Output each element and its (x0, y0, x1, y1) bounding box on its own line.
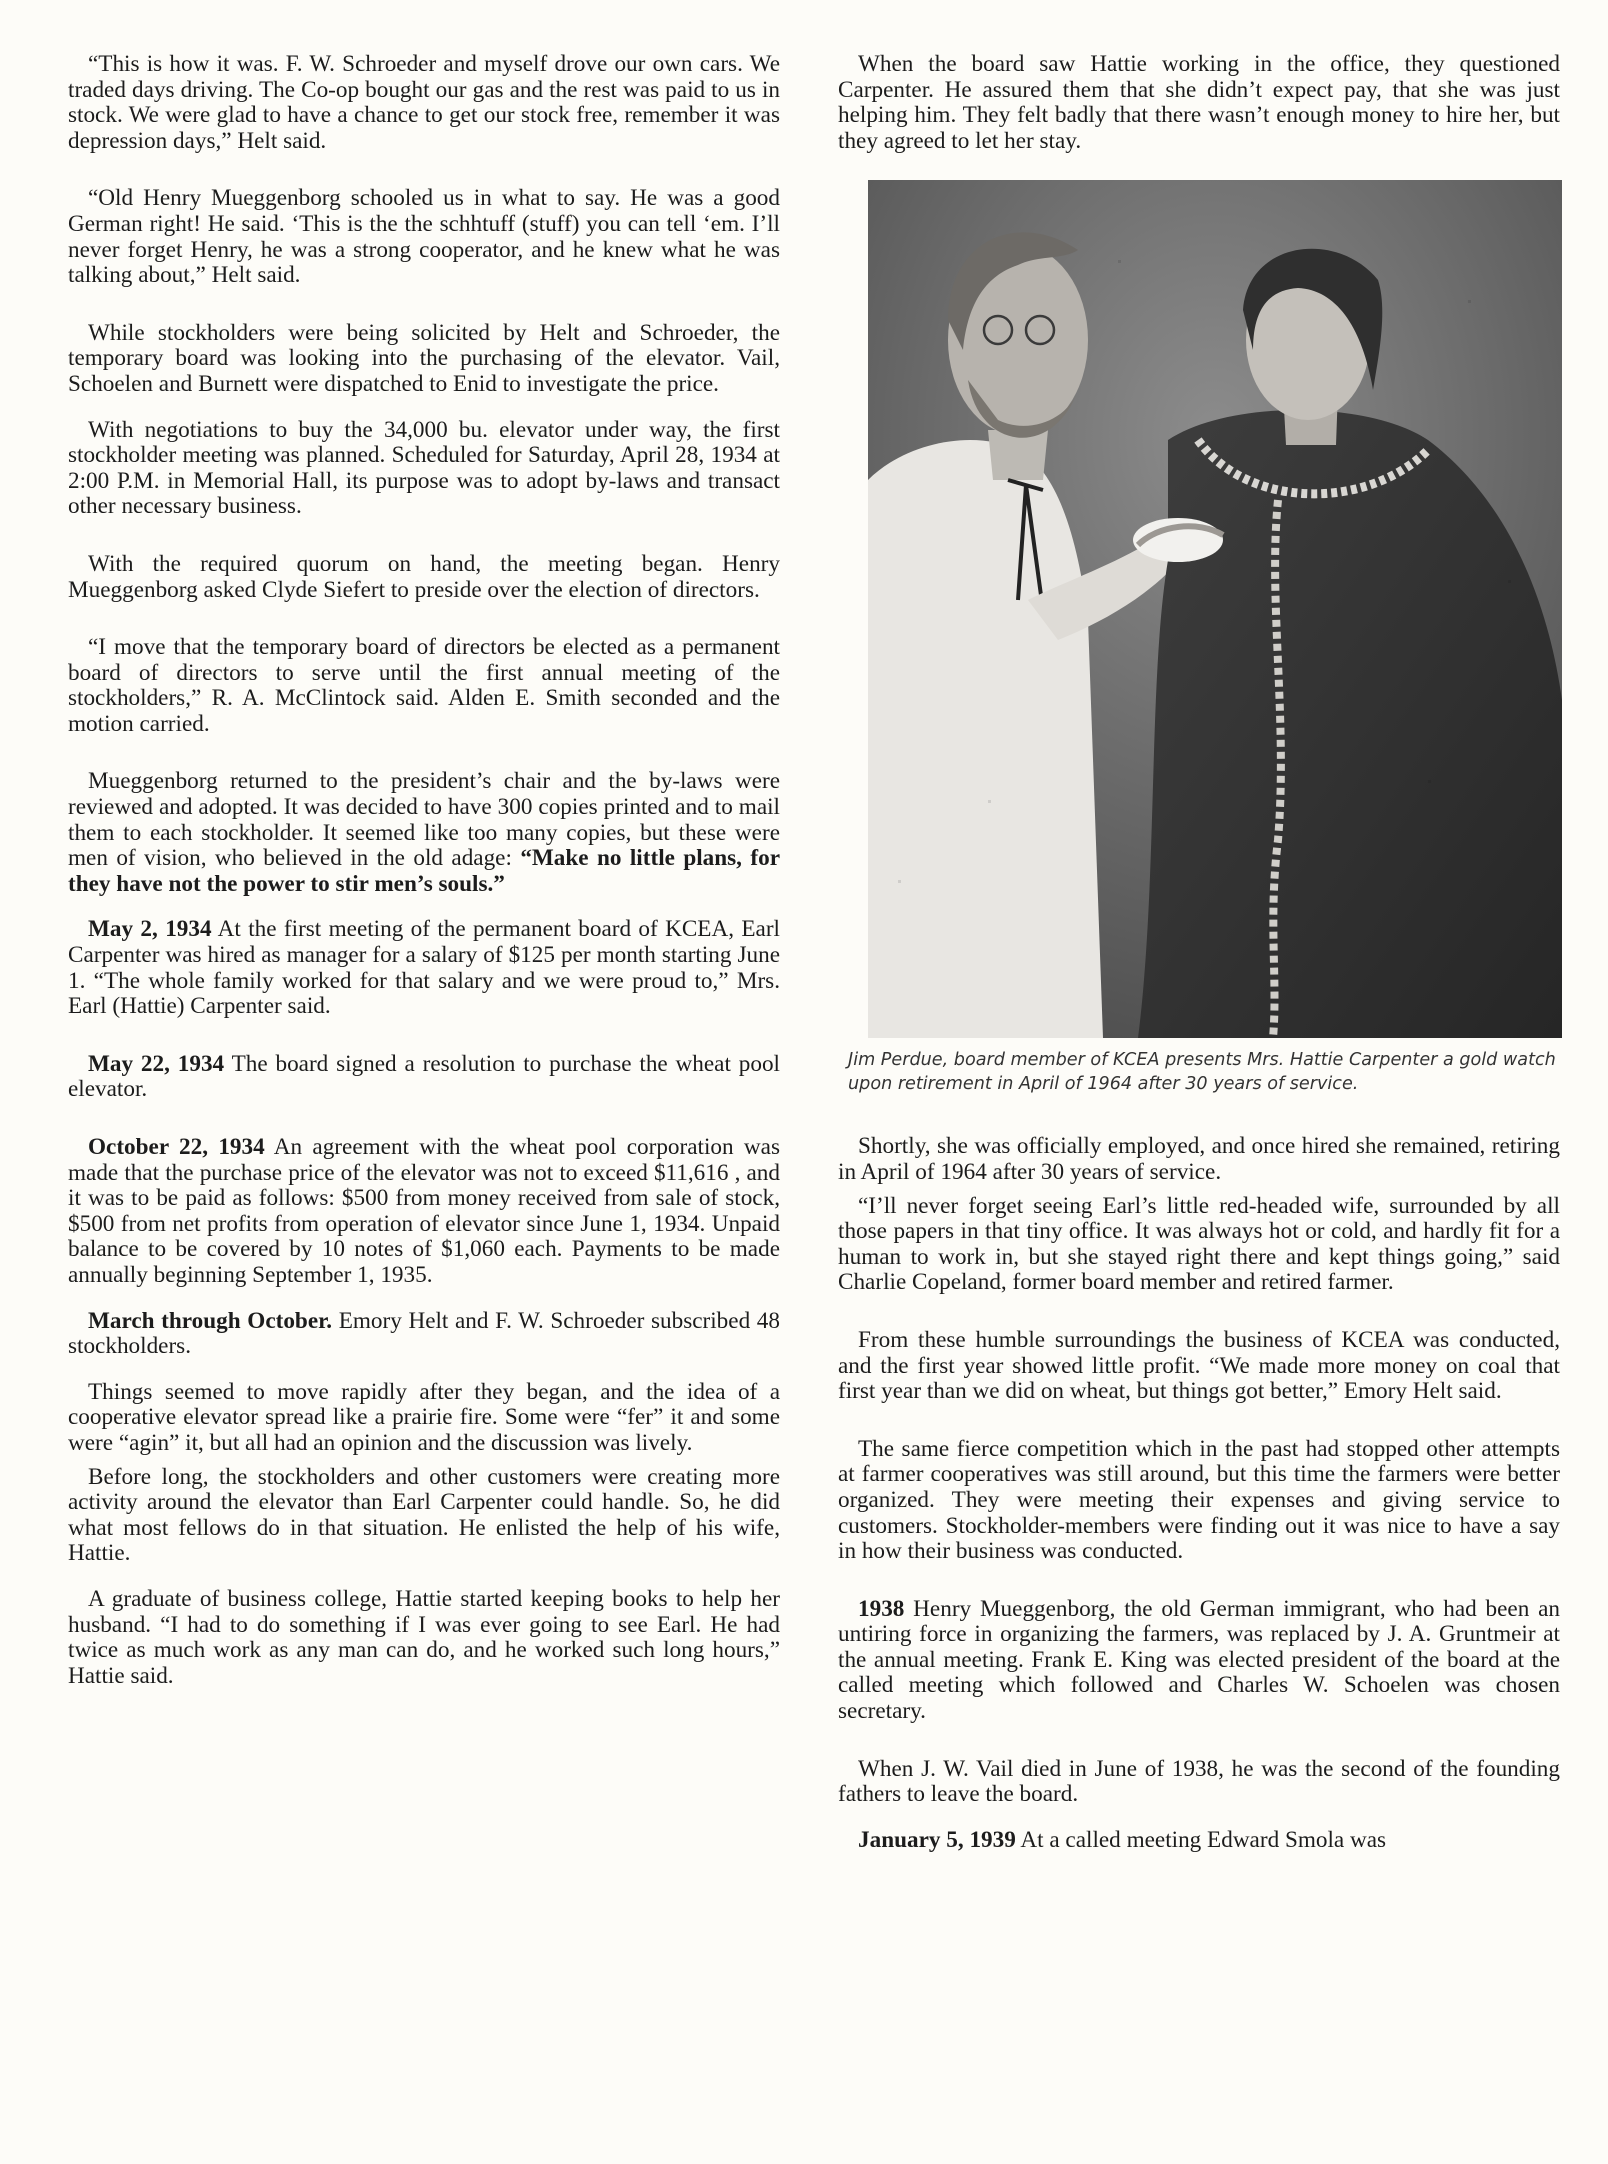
paragraph (68, 769, 780, 897)
paragraph-text: Mueggenborg returned to the president’s chair and the by-laws were reviewed and adopted. It was decided to have 300 copies printed and to mail them to each stockholder. It seemed like too many copies, but these were men of vision, who believed in the old adage: (68, 768, 780, 872)
paragraph: While stockholders were being solicited by Helt and Schroeder, the temporary board was looking into the purchasing of the elevator. Vail, Schoelen and Burnett were dispatched to Enid to investigate the price. (68, 319, 780, 397)
paragraph: A graduate of business college, Hattie started keeping books to help her husband. “I had to do something if I was ever going to see Earl. He had twice as much work as any man can do, and he worked such long hours,” Hattie said. (68, 1585, 780, 1689)
paragraph: Shortly, she was officially employed, and once hired she remained, retiring in April of 1964 after 30 years of service. (838, 1133, 1560, 1185)
date-lead: 1938 (858, 1595, 905, 1622)
bold-quote: “Make no little plans, for they have not the power to stir men’s souls.” (68, 845, 780, 897)
paragraph (68, 1135, 780, 1289)
paragraph (68, 1309, 780, 1360)
date-lead: January 5, 1939 (858, 1826, 1016, 1853)
paragraph-text: Emory Helt and F. W. Schroeder subscribed 48 stockholders. (68, 1307, 780, 1360)
paragraph (68, 1052, 780, 1103)
paragraph-text: An agreement with the wheat pool corporation was made that the purchase price of the elevator was not to exceed $11,616 , and it was to be paid as follows: $500 from money received from sale of stock, $500 from net profits from operation of elevator since June 1, 1934. Unpaid balance to be covered by 10 notes of $1,060 each. Payments to be made annually beginning September 1, 1935. (68, 1134, 780, 1288)
paragraph (68, 917, 780, 1019)
paragraph-text: The board signed a resolution to purchase the wheat pool elevator. (68, 1050, 780, 1103)
photo-drawing (868, 180, 1562, 1038)
date-lead: March through October. (88, 1307, 333, 1334)
paragraph-text: At a called meeting Edward Smola was (1015, 1826, 1387, 1853)
paragraph-text: Henry Mueggenborg, the old German immigrant, who had been an untiring force in organizing the farmers, was replaced by J. A. Gruntmeir at the annual meeting. Frank E. King was elected president of the board at the called meeting which followed and Charles W. Schoelen was chosen secretary. (838, 1595, 1560, 1725)
paragraph: When J. W. Vail died in June of 1938, he was the second of the founding fathers to leave the board. (838, 1755, 1560, 1808)
paragraph (838, 1828, 1560, 1854)
paragraph: With negotiations to buy the 34,000 bu. elevator under way, the first stockholder meeting was planned. Scheduled for Saturday, April 28, 1934 at 2:00 P.M. in Memorial Hall, its purpose was to adopt by-laws and transact other necessary business. (68, 416, 780, 520)
paragraph (838, 1597, 1560, 1725)
paragraph: “Old Henry Mueggenborg schooled us in what to say. He was a good German right! He said. ‘This is the the schhtuff (stuff) you can tell ‘em. I’ll never forget Henry, he was a strong cooperator, and he knew what he was talking about,” Helt said. (68, 185, 780, 289)
paragraph-text: At the first meeting of the permanent board of KCEA, Earl Carpenter was hired as manager for a salary of $125 per month starting June 1. “The whole family worked for that salary and we were proud to,” Mrs. Earl (Hattie) Carpenter said. (68, 916, 780, 1020)
date-lead: May 2, 1934 (88, 916, 212, 943)
left-column (68, 52, 780, 1721)
paragraph: Before long, the stockholders and other customers were creating more activity around the elevator than Earl Carpenter could handle. So, he did what most fellows do in that situation. He enlisted the help of his wife, Hattie. (68, 1463, 780, 1567)
right-column (838, 52, 1560, 1885)
paragraph: “I move that the temporary board of directors be elected as a permanent board of directors to serve until the first annual meeting of the stockholders,” R. A. McClintock said. Alden E. Smith seconded and the motion carried. (68, 634, 780, 737)
paragraph: With the required quorum on hand, the meeting began. Henry Mueggenborg asked Clyde Siefert to preside over the election of directors. (68, 550, 780, 603)
paragraph: Things seemed to move rapidly after they began, and the idea of a cooperative elevator spread like a prairie fire. Some were “fer” it and some were “agin” it, but all had an opinion and the discussion was lively. (68, 1378, 780, 1456)
paragraph: The same fierce competition which in the past had stopped other attempts at farmer cooperatives was still around, but this time the farmers were better organized. They were meeting their expenses and giving service to customers. Stockholder-members were finding out it was nice to have a say in how their business was conducted. (838, 1435, 1560, 1565)
halftone-photograph (868, 180, 1562, 1038)
date-lead: October 22, 1934 (88, 1134, 265, 1160)
paragraph: “I’ll never forget seeing Earl’s little red-headed wife, surrounded by all those papers in that tiny office. It was always hot or cold, and hardly fit for a human to work in, but she stayed right there and kept things going,” said Charlie Copeland, former board member and retired farmer. (838, 1192, 1560, 1296)
date-lead: May 22, 1934 (88, 1050, 225, 1077)
paragraph: “This is how it was. F. W. Schroeder and myself drove our own cars. We traded days driving. The Co-op bought our gas and the rest was paid to us in stock. We were glad to have a chance to get our stock free, remember it was depression days,” Helt said. (68, 51, 780, 154)
paragraph: When the board saw Hattie working in the office, they questioned Carpenter. He assured them that she didn’t expect pay, that she was just helping him. They felt badly that there wasn’t enough money to hire her, but they agreed to let her stay. (838, 51, 1560, 154)
paragraph: From these humble surroundings the business of KCEA was conducted, and the first year showed little profit. “We made more money on coal that first year than we did on wheat, but things got better,” Emory Helt said. (838, 1326, 1560, 1405)
photo-caption: Jim Perdue, board member of KCEA presents Mrs. Hattie Carpenter a gold watch upon retirement in April of 1964 after 30 years of service. (848, 1050, 1556, 1095)
